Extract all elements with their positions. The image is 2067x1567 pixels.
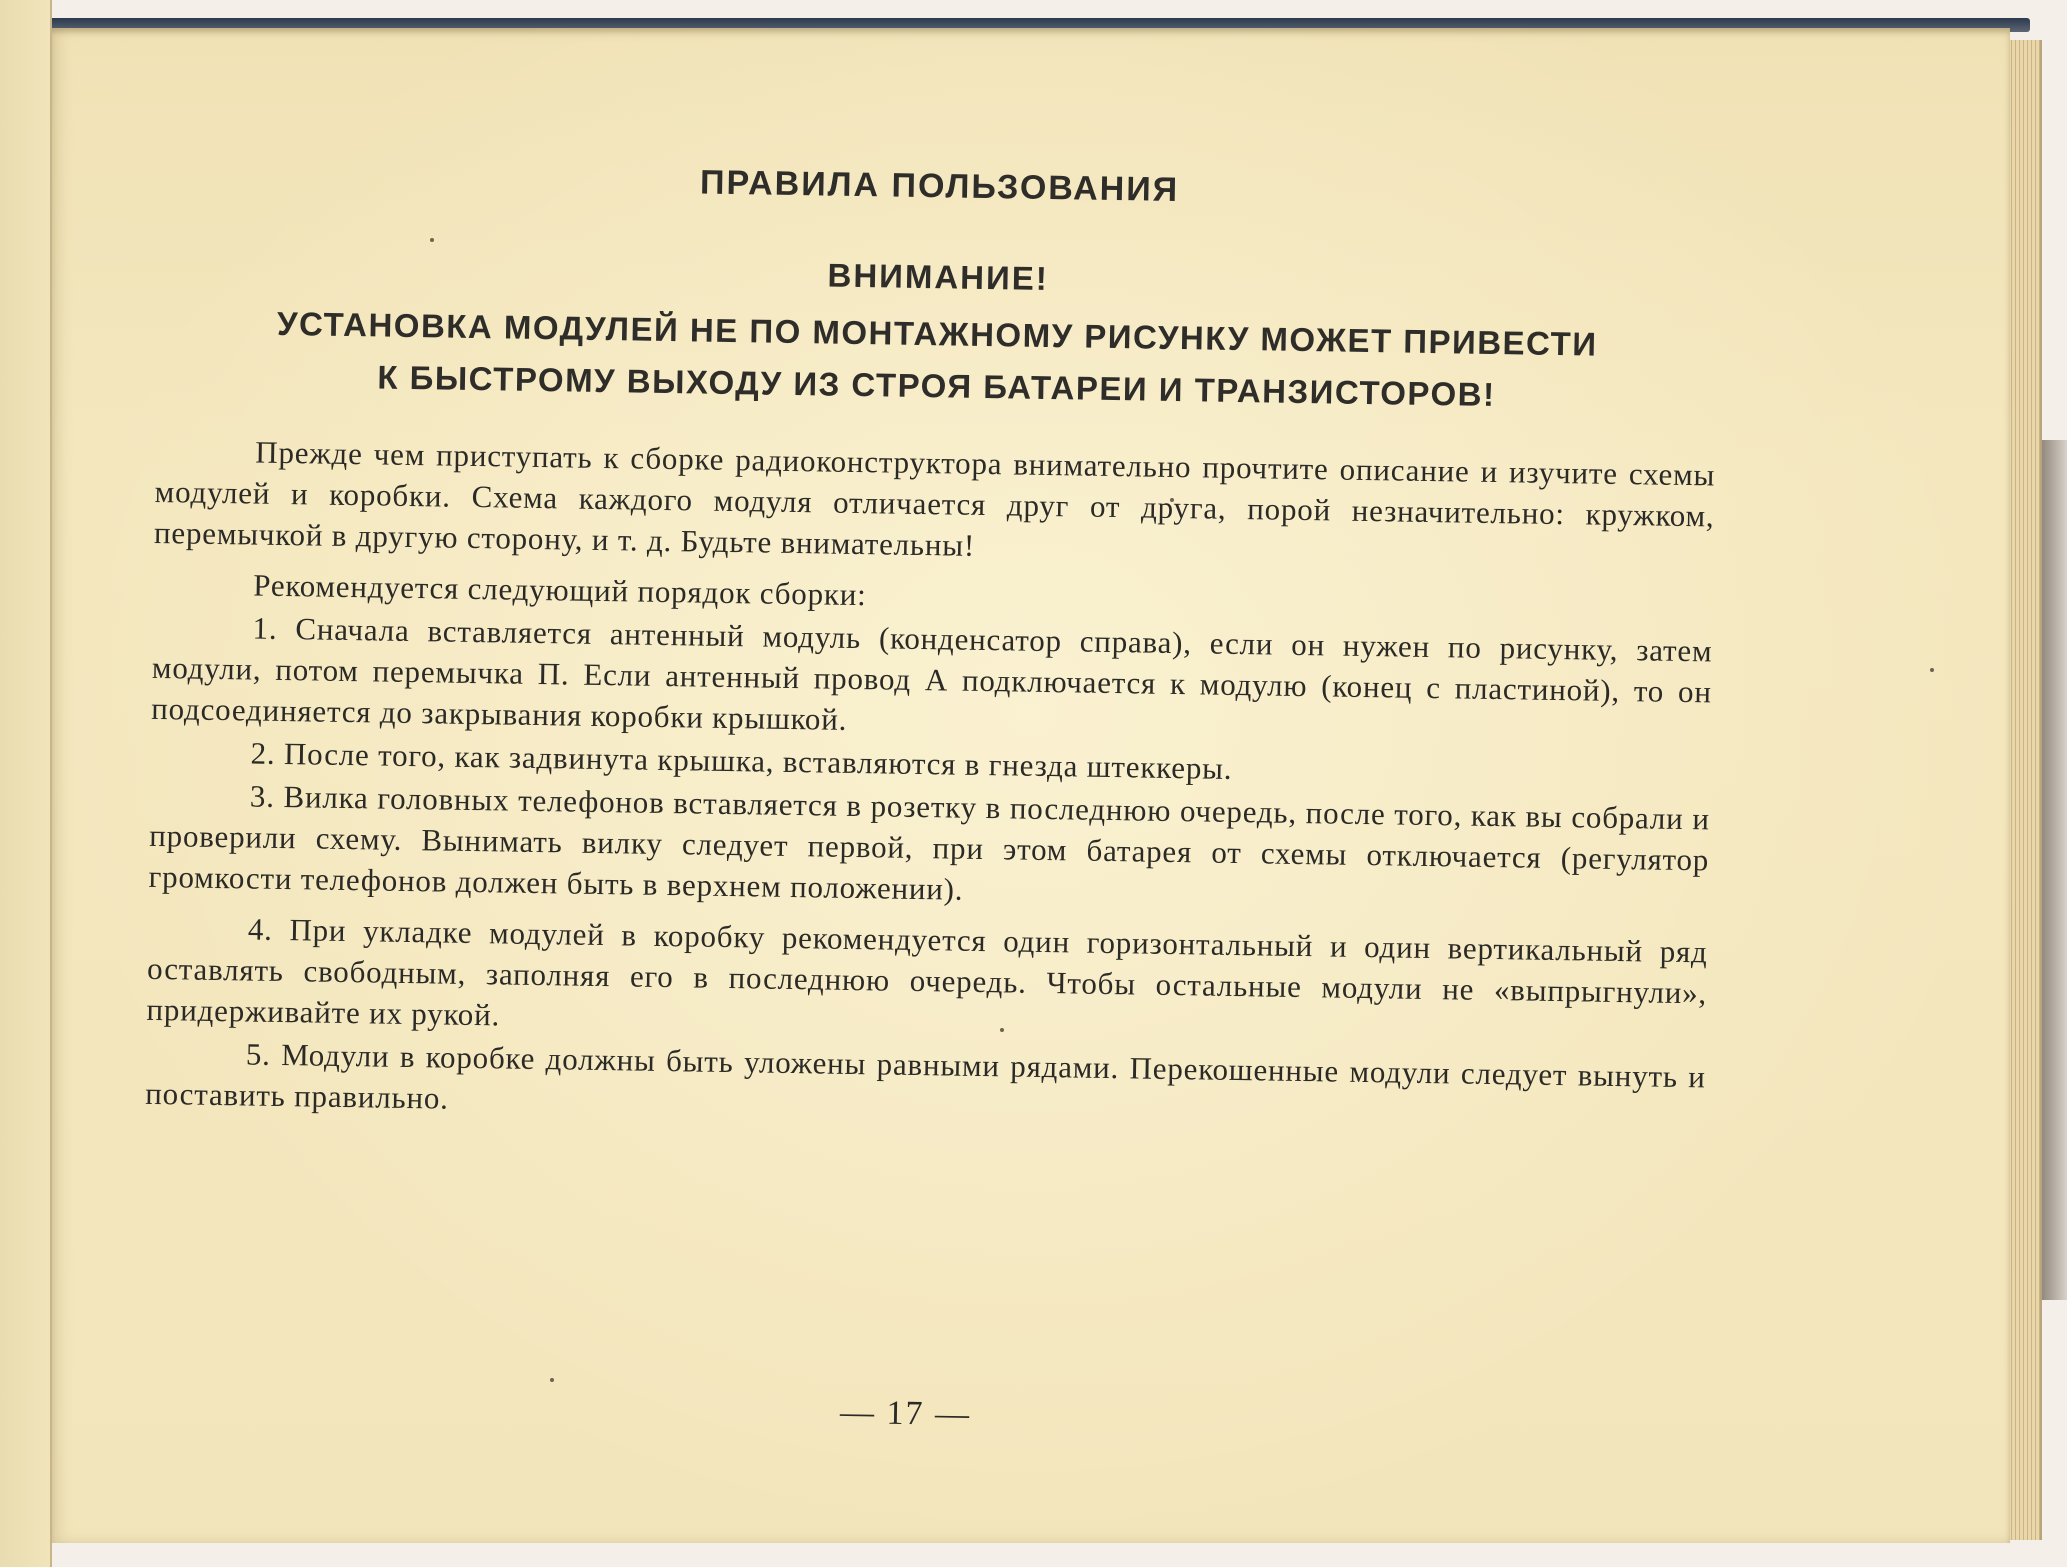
step-item: 2. После того, как задвинута крышка, вставляются в гнезда штеккеры.: [250, 735, 1233, 786]
page-text: [145, 155, 1720, 1148]
paper-speck: [1930, 668, 1934, 672]
warning-text: [156, 296, 1717, 424]
paper-speck: [550, 1378, 554, 1382]
step-item: 1. Сначала вставляется антенный модуль (конденсатор справа), если он нужен по рисунку, затем модули, потом перемычка П. Если антенный провод А подключается к модулю (конец с пластиной), то он подсоединяется до закрывания коробки крышкой.: [151, 610, 1713, 737]
intro-paragraph: Прежде чем приступать к сборке радиоконструктора внимательно прочтите описание и изучите схемы модулей и коробки. Схема каждого модуля отличается друг от друга, порой незначительно: кружком, перемычкой в другую сторону, и т. д. Будьте внимательны!: [153, 434, 1716, 563]
step-item: 5. Модули в коробке должны быть уложены равными рядами. Перекошенные модули следует вынуть и поставить правильно.: [144, 1036, 1706, 1116]
step-item: 3. Вилка головных телефонов вставляется в розетку в последнюю очередь, после того, как вы собрали и проверили схему. Вынимать вилку следует первой, при этом батарея от схемы отключается (регулятор громкости телефонов должен быть в верхнем положении).: [148, 778, 1711, 907]
left-page-edge: [0, 0, 52, 1567]
warning-line: УСТАНОВКА МОДУЛЕЙ НЕ ПО МОНТАЖНОМУ РИСУНКУ МОЖЕТ ПРИВЕСТИ: [276, 304, 1598, 363]
step-item: 4. При укладке модулей в коробку рекомендуется один горизонтальный и один вертикальный ряд оставлять свободным, заполняя его в последнюю очередь. Чтобы остальные модули не «выпрыгнули», придерживайте их рукой.: [146, 911, 1708, 1033]
page-number: — 17 —: [839, 1393, 972, 1434]
warning-heading: ВНИМАНИЕ!: [827, 256, 1050, 297]
order-intro: Рекомендуется следующий порядок сборки:: [252, 567, 867, 613]
section-title: ПРАВИЛА ПОЛЬЗОВАНИЯ: [699, 163, 1180, 210]
book-spine-shadow: [2040, 440, 2067, 1300]
warning-line: К БЫСТРОМУ ВЫХОДУ ИЗ СТРОЯ БАТАРЕИ И ТРАНЗИСТОРОВ!: [377, 358, 1496, 414]
